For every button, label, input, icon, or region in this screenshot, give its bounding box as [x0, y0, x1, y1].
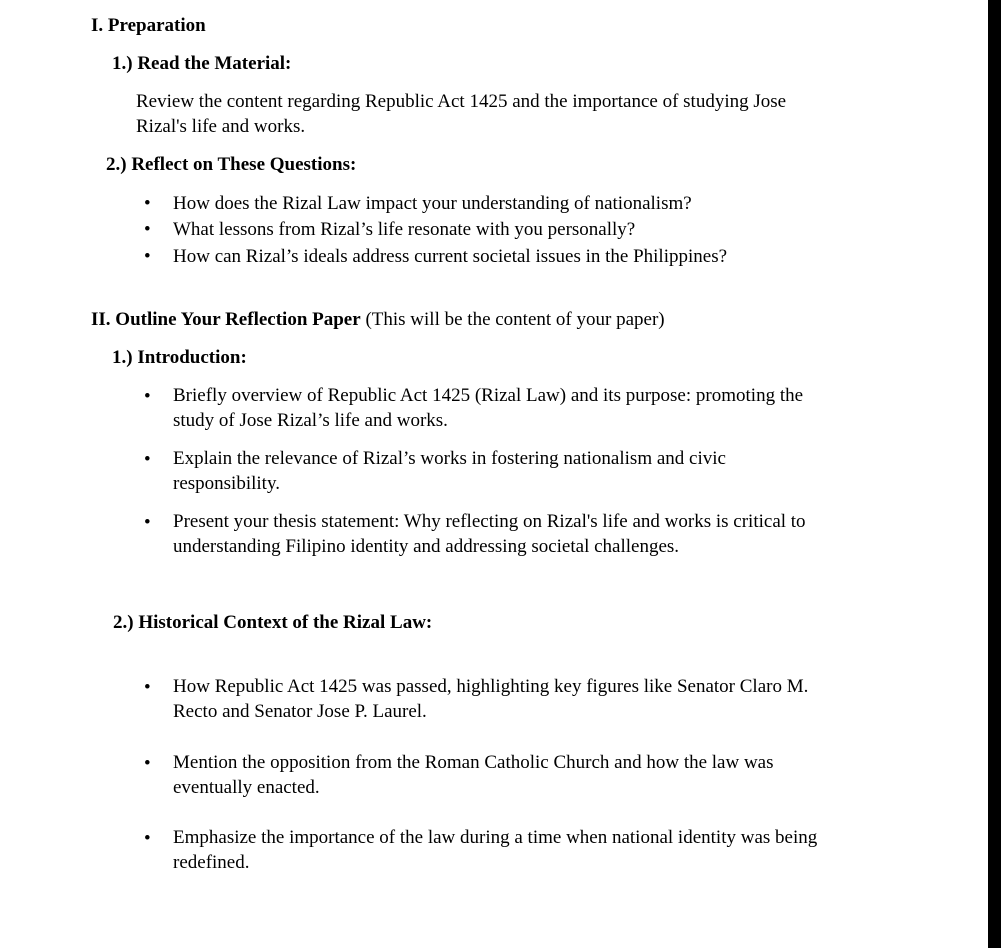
list-item-text: How Republic Act 1425 was passed, highlighting key figures like Senator Claro M. [173, 676, 809, 697]
list-item-text: eventually enacted. [173, 777, 320, 798]
bullet-icon: • [144, 828, 151, 849]
list-item-text: study of Jose Rizal’s life and works. [173, 410, 448, 431]
bullet-icon: • [144, 219, 151, 240]
list-item-text: What lessons from Rizal’s life resonate with you personally? [173, 219, 636, 240]
paragraph-line: Rizal's life and works. [136, 116, 306, 137]
subheading-reflect-questions: 2.) Reflect on These Questions: [106, 154, 357, 175]
section-heading-preparation: I. Preparation [91, 15, 206, 36]
list-item-text: How does the Rizal Law impact your understanding of nationalism? [173, 193, 692, 214]
vertical-scrollbar[interactable] [988, 0, 1001, 948]
list-item-text: Recto and Senator Jose P. Laurel. [173, 701, 427, 722]
subheading-introduction: 1.) Introduction: [112, 347, 247, 368]
paragraph-line: Review the content regarding Republic Act 1425 and the importance of studying Jose [136, 91, 787, 112]
section-heading-outline [91, 307, 665, 332]
list-item-text: understanding Filipino identity and addressing societal challenges. [173, 536, 680, 557]
bullet-icon: • [144, 246, 151, 267]
subheading-historical-context: 2.) Historical Context of the Rizal Law: [113, 612, 433, 633]
bullet-icon: • [144, 386, 151, 407]
list-item-text: redefined. [173, 852, 250, 873]
bullet-icon: • [144, 193, 151, 214]
section-heading-note: (This will be the content of your paper) [365, 309, 665, 330]
list-item-text: Explain the relevance of Rizal’s works in fostering nationalism and civic [173, 448, 726, 469]
list-item-text: responsibility. [173, 473, 280, 494]
list-item-text: How can Rizal’s ideals address current societal issues in the Philippines? [173, 246, 728, 267]
bullet-icon: • [144, 512, 151, 533]
bullet-icon: • [144, 677, 151, 698]
bullet-icon: • [144, 449, 151, 470]
list-item-text: Present your thesis statement: Why reflecting on Rizal's life and works is critical to [173, 511, 806, 532]
list-item-text: Emphasize the importance of the law during a time when national identity was being [173, 827, 818, 848]
list-item-text: Mention the opposition from the Roman Catholic Church and how the law was [173, 752, 774, 773]
section-heading-text: II. Outline Your Reflection Paper [91, 309, 361, 330]
list-item-text: Briefly overview of Republic Act 1425 (Rizal Law) and its purpose: promoting the [173, 385, 804, 406]
subheading-read-material: 1.) Read the Material: [112, 53, 292, 74]
bullet-icon: • [144, 753, 151, 774]
